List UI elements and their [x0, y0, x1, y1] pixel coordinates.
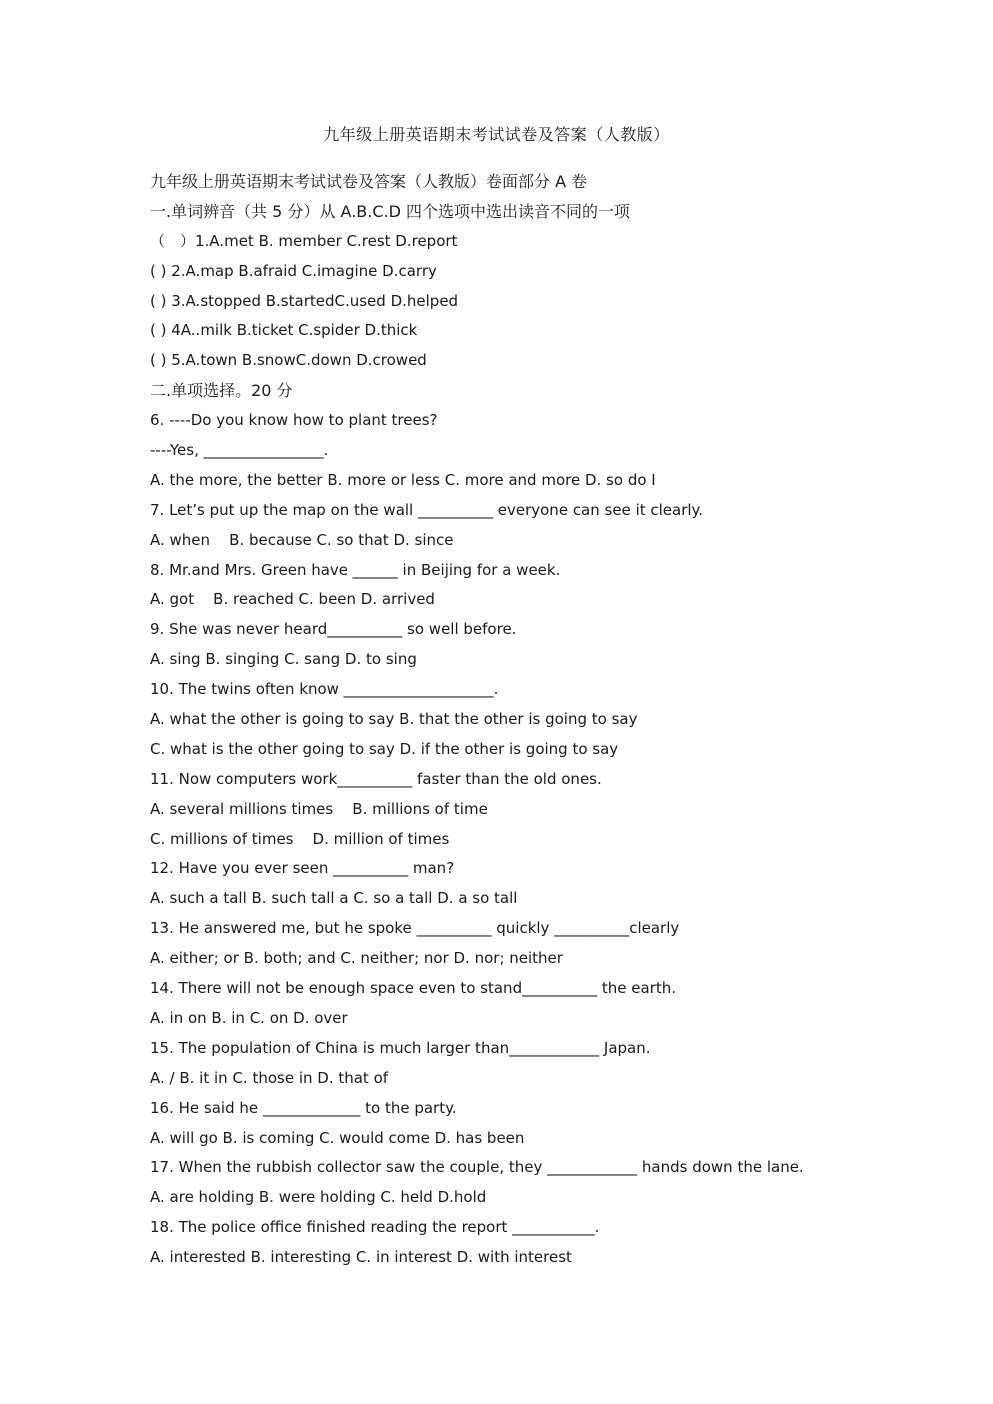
document-line: ----Yes, ________________. [150, 441, 329, 460]
document-line: 8. Mr.and Mrs. Green have ______ in Beijing for a week. [150, 560, 561, 579]
document-line: A. got B. reached C. been D. arrived [150, 590, 435, 609]
document-line: A. are holding B. were holding C. held D.hold [150, 1188, 487, 1207]
document-line: A. several millions times B. millions of time [150, 799, 488, 818]
document-line: ( ) 3.A.stopped B.startedC.used D.helped [150, 291, 459, 310]
document-line: A. / B. it in C. those in D. that of [150, 1068, 389, 1087]
document-line: A. when B. because C. so that D. since [150, 530, 454, 549]
document-line: 16. He said he _____________ to the party. [150, 1098, 457, 1117]
document-line: 18. The police office finished reading the report ___________. [150, 1218, 600, 1237]
document-line: A. the more, the better B. more or less C. more and more D. so do I [150, 470, 656, 489]
document-line: ( ) 2.A.map B.afraid C.imagine D.carry [150, 261, 437, 280]
document-line: 一.单词辨音（共 5 分）从 A.B.C.D 四个选项中选出读音不同的一项 [150, 201, 631, 221]
document-line: C. millions of times D. million of times [150, 829, 450, 848]
document-line: 6. ----Do you know how to plant trees? [150, 411, 438, 430]
document-line: 7. Let’s put up the map on the wall __________ everyone can see it clearly. [150, 500, 704, 519]
document-line: （ ）1.A.met B. member C.rest D.report [150, 231, 458, 250]
document-line: C. what is the other going to say D. if the other is going to say [150, 739, 619, 758]
document-line: 14. There will not be enough space even to stand__________ the earth. [150, 979, 676, 998]
document-body [150, 167, 870, 1273]
document-line: 13. He answered me, but he spoke __________ quickly __________clearly [150, 919, 680, 938]
document-line: A. interested B. interesting C. in interest D. with interest [150, 1248, 572, 1267]
document-line: 12. Have you ever seen __________ man? [150, 859, 455, 878]
document-line: 15. The population of China is much larger than____________ Japan. [150, 1038, 651, 1057]
document-line: ( ) 5.A.town B.snowC.down D.crowed [150, 351, 427, 370]
document-line: 11. Now computers work__________ faster than the old ones. [150, 769, 602, 788]
document-line: A. sing B. singing C. sang D. to sing [150, 650, 417, 669]
document-line: 9. She was never heard__________ so well before. [150, 620, 517, 639]
document-line: A. in on B. in C. on D. over [150, 1008, 348, 1027]
document-line: A. will go B. is coming C. would come D. has been [150, 1128, 525, 1147]
document-line: A. such a tall B. such tall a C. so a tall D. a so tall [150, 889, 518, 908]
document-title: 九年级上册英语期末考试试卷及答案（人教版） [323, 125, 670, 144]
document-line: 九年级上册英语期末考试试卷及答案（人教版）卷面部分 A 卷 [150, 172, 588, 191]
document-line: 10. The twins often know ____________________. [150, 680, 499, 699]
document-line: 二.单项选择。20 分 [150, 381, 293, 401]
document-line: 17. When the rubbish collector saw the couple, they ____________ hands down the lane. [150, 1158, 804, 1177]
document-line: ( ) 4A..milk B.ticket C.spider D.thick [150, 321, 418, 340]
document-line: A. either; or B. both; and C. neither; nor D. nor; neither [150, 949, 563, 968]
document-line: A. what the other is going to say B. that the other is going to say [150, 710, 638, 729]
